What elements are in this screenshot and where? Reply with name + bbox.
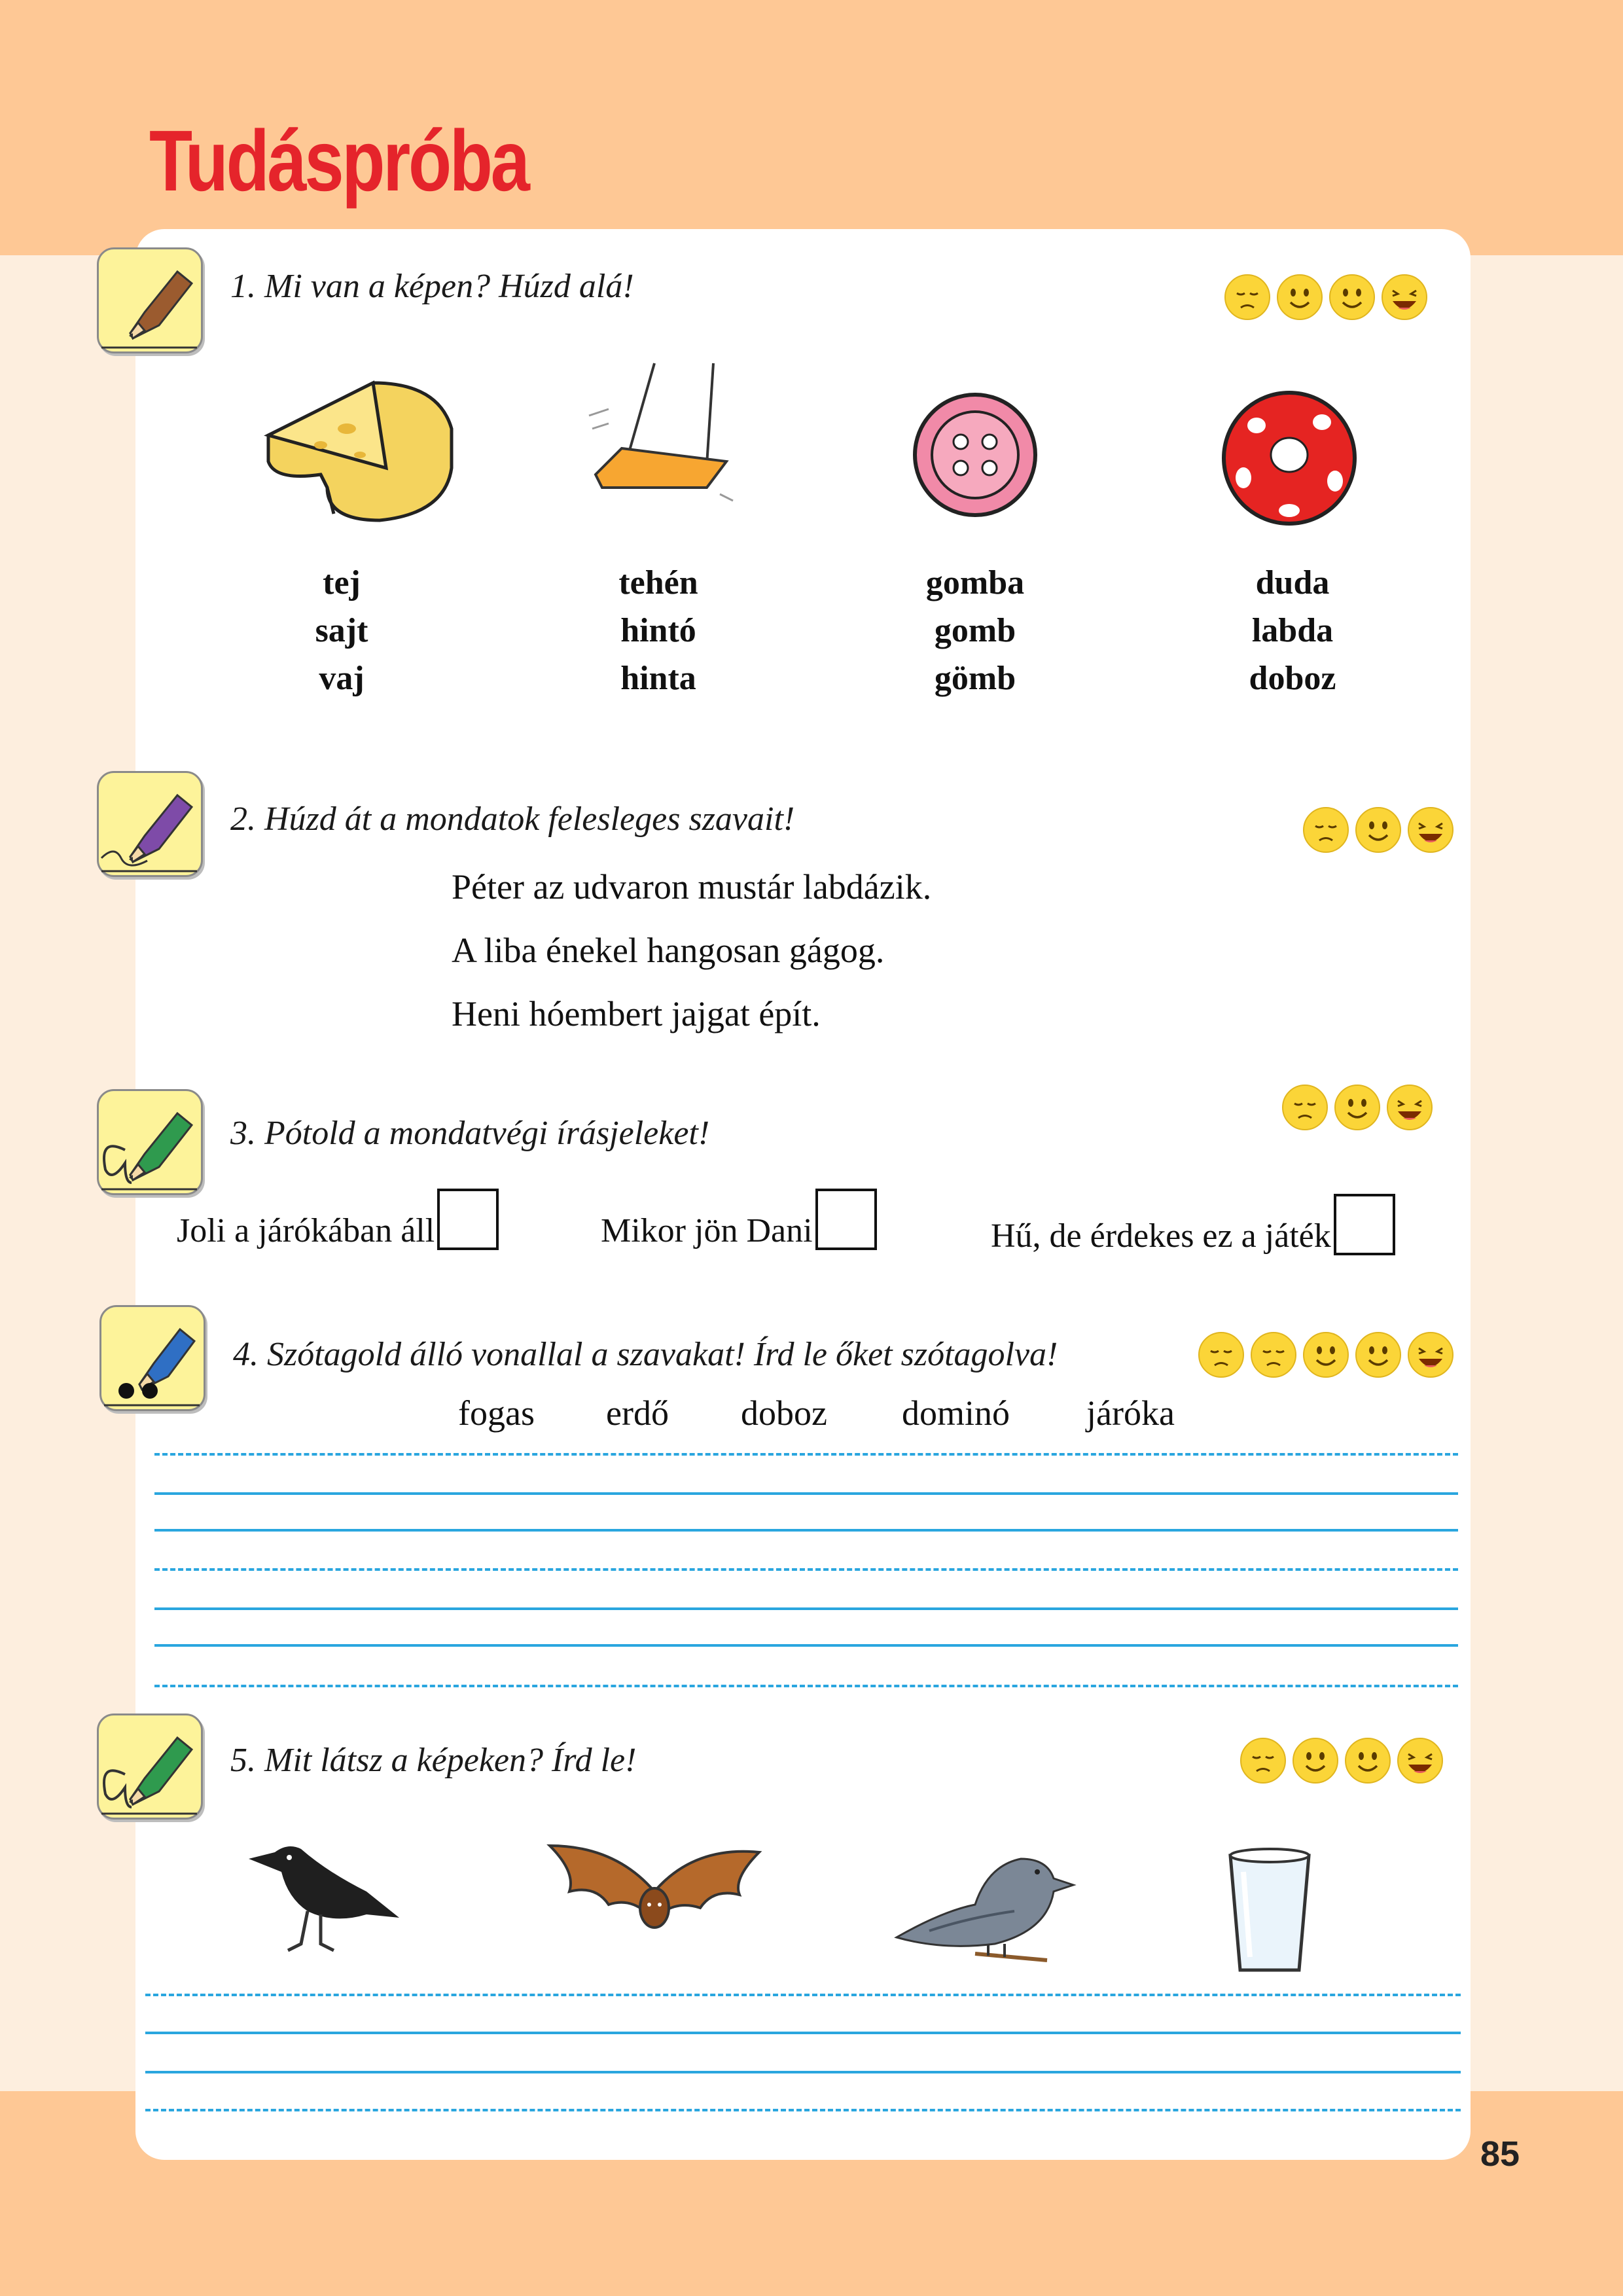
punctuation-item-1	[177, 1189, 499, 1250]
exercise-1-instruction: 1. Mi van a képen? Húzd alá!	[230, 268, 634, 305]
laugh-face-icon[interactable]	[1397, 1737, 1444, 1784]
syllable-word[interactable]: járóka	[1086, 1393, 1175, 1433]
word-choices-button	[870, 559, 1080, 702]
pencil-blue-icon	[99, 1305, 205, 1411]
sentence-2[interactable]: A liba énekel hangosan gágog.	[452, 931, 885, 970]
smile-face-icon[interactable]	[1355, 806, 1402, 853]
word-choices-ball	[1188, 559, 1397, 702]
sad-face-icon[interactable]	[1224, 274, 1271, 321]
pencil-brown-icon	[97, 247, 203, 353]
writing-line[interactable]	[154, 1644, 1458, 1647]
bat-picture	[537, 1833, 772, 1950]
pencil-green-icon	[97, 1089, 203, 1195]
sad-face-icon[interactable]	[1198, 1331, 1245, 1378]
laugh-face-icon[interactable]	[1386, 1084, 1433, 1131]
smile-face-icon[interactable]	[1292, 1737, 1339, 1784]
sad-face-icon[interactable]	[1281, 1084, 1329, 1131]
pigeon-picture	[890, 1839, 1086, 1964]
rating-faces-3[interactable]	[1281, 1084, 1433, 1131]
writing-line[interactable]	[154, 1529, 1458, 1532]
syllable-word[interactable]: fogas	[458, 1393, 535, 1433]
laugh-face-icon[interactable]	[1381, 274, 1428, 321]
writing-line-dashed[interactable]	[154, 1568, 1458, 1571]
writing-line-dashed[interactable]	[154, 1685, 1458, 1687]
syllable-word[interactable]: dominó	[902, 1393, 1010, 1433]
answer-box[interactable]	[1334, 1194, 1395, 1255]
smile-face-icon[interactable]	[1302, 1331, 1349, 1378]
sentence-1[interactable]: Péter az udvaron mustár labdázik.	[452, 867, 932, 906]
exercise-4-instruction: 4. Szótagold álló vonallal a szavakat! Írd le őket szótagolva!	[233, 1336, 1058, 1373]
word-choice[interactable]: vaj	[319, 660, 365, 697]
writing-line-dashed[interactable]	[145, 1994, 1461, 1996]
page-number: 85	[1480, 2134, 1520, 2174]
writing-line[interactable]	[154, 1492, 1458, 1495]
sad-face-icon[interactable]	[1302, 806, 1349, 853]
word-choice[interactable]: gömb	[934, 660, 1016, 697]
item-text: Mikor jön Dani	[601, 1212, 813, 1249]
exercise-5-instruction: 5. Mit látsz a képeken? Írd le!	[230, 1742, 637, 1779]
word-choice[interactable]: duda	[1255, 564, 1330, 601]
syllable-word[interactable]: erdő	[606, 1393, 669, 1433]
exercise-3-instruction: 3. Pótold a mondatvégi írásjeleket!	[230, 1115, 710, 1152]
item-text: Hű, de érdekes ez a játék	[991, 1217, 1331, 1255]
glass-picture	[1224, 1846, 1315, 1977]
writing-line[interactable]	[145, 2071, 1461, 2073]
smile-face-icon[interactable]	[1334, 1084, 1381, 1131]
rating-faces-1[interactable]	[1224, 274, 1428, 321]
word-choice[interactable]: gomba	[925, 564, 1025, 601]
punctuation-item-2	[601, 1189, 877, 1250]
word-choice[interactable]: gomb	[934, 612, 1016, 649]
ball-picture	[1217, 386, 1361, 530]
item-text: Joli a járókában áll	[177, 1212, 435, 1249]
cheese-picture	[249, 357, 465, 527]
laugh-face-icon[interactable]	[1407, 1331, 1454, 1378]
laugh-face-icon[interactable]	[1407, 806, 1454, 853]
writing-line[interactable]	[154, 1607, 1458, 1610]
smile-face-icon[interactable]	[1276, 274, 1323, 321]
word-choice[interactable]: sajt	[315, 612, 368, 649]
smile-face-icon[interactable]	[1329, 274, 1376, 321]
pencil-purple-icon	[97, 771, 203, 877]
page-title: Tudáspróba	[149, 113, 528, 209]
word-choice[interactable]: doboz	[1249, 660, 1336, 697]
word-choices-cheese	[237, 559, 446, 702]
sentence-3[interactable]: Heni hóembert jajgat épít.	[452, 994, 821, 1033]
swing-picture	[576, 357, 746, 533]
word-choice[interactable]: labda	[1251, 612, 1334, 649]
pencil-green-icon	[97, 1713, 203, 1820]
word-choice[interactable]: tej	[323, 564, 361, 601]
writing-line-dashed[interactable]	[145, 2109, 1461, 2111]
answer-box[interactable]	[437, 1189, 499, 1250]
word-choice[interactable]: hintó	[620, 612, 696, 649]
button-picture	[906, 386, 1044, 524]
rating-faces-5[interactable]	[1240, 1737, 1444, 1784]
word-choices-swing	[554, 559, 763, 702]
writing-line-dashed[interactable]	[154, 1453, 1458, 1456]
sad-face-icon[interactable]	[1240, 1737, 1287, 1784]
sad-face-icon[interactable]	[1250, 1331, 1297, 1378]
word-choice[interactable]: hinta	[620, 660, 696, 697]
rating-faces-2[interactable]	[1302, 806, 1454, 853]
smile-face-icon[interactable]	[1344, 1737, 1391, 1784]
writing-line[interactable]	[145, 2032, 1461, 2034]
punctuation-item-3	[991, 1194, 1395, 1255]
exercise-2-instruction: 2. Húzd át a mondatok felesleges szavait!	[230, 800, 795, 838]
word-choice[interactable]: tehén	[618, 564, 698, 601]
smile-face-icon[interactable]	[1355, 1331, 1402, 1378]
answer-box[interactable]	[815, 1189, 877, 1250]
rating-faces-4[interactable]	[1198, 1331, 1454, 1378]
syllable-word[interactable]: doboz	[741, 1393, 827, 1433]
crow-picture	[236, 1833, 406, 1964]
